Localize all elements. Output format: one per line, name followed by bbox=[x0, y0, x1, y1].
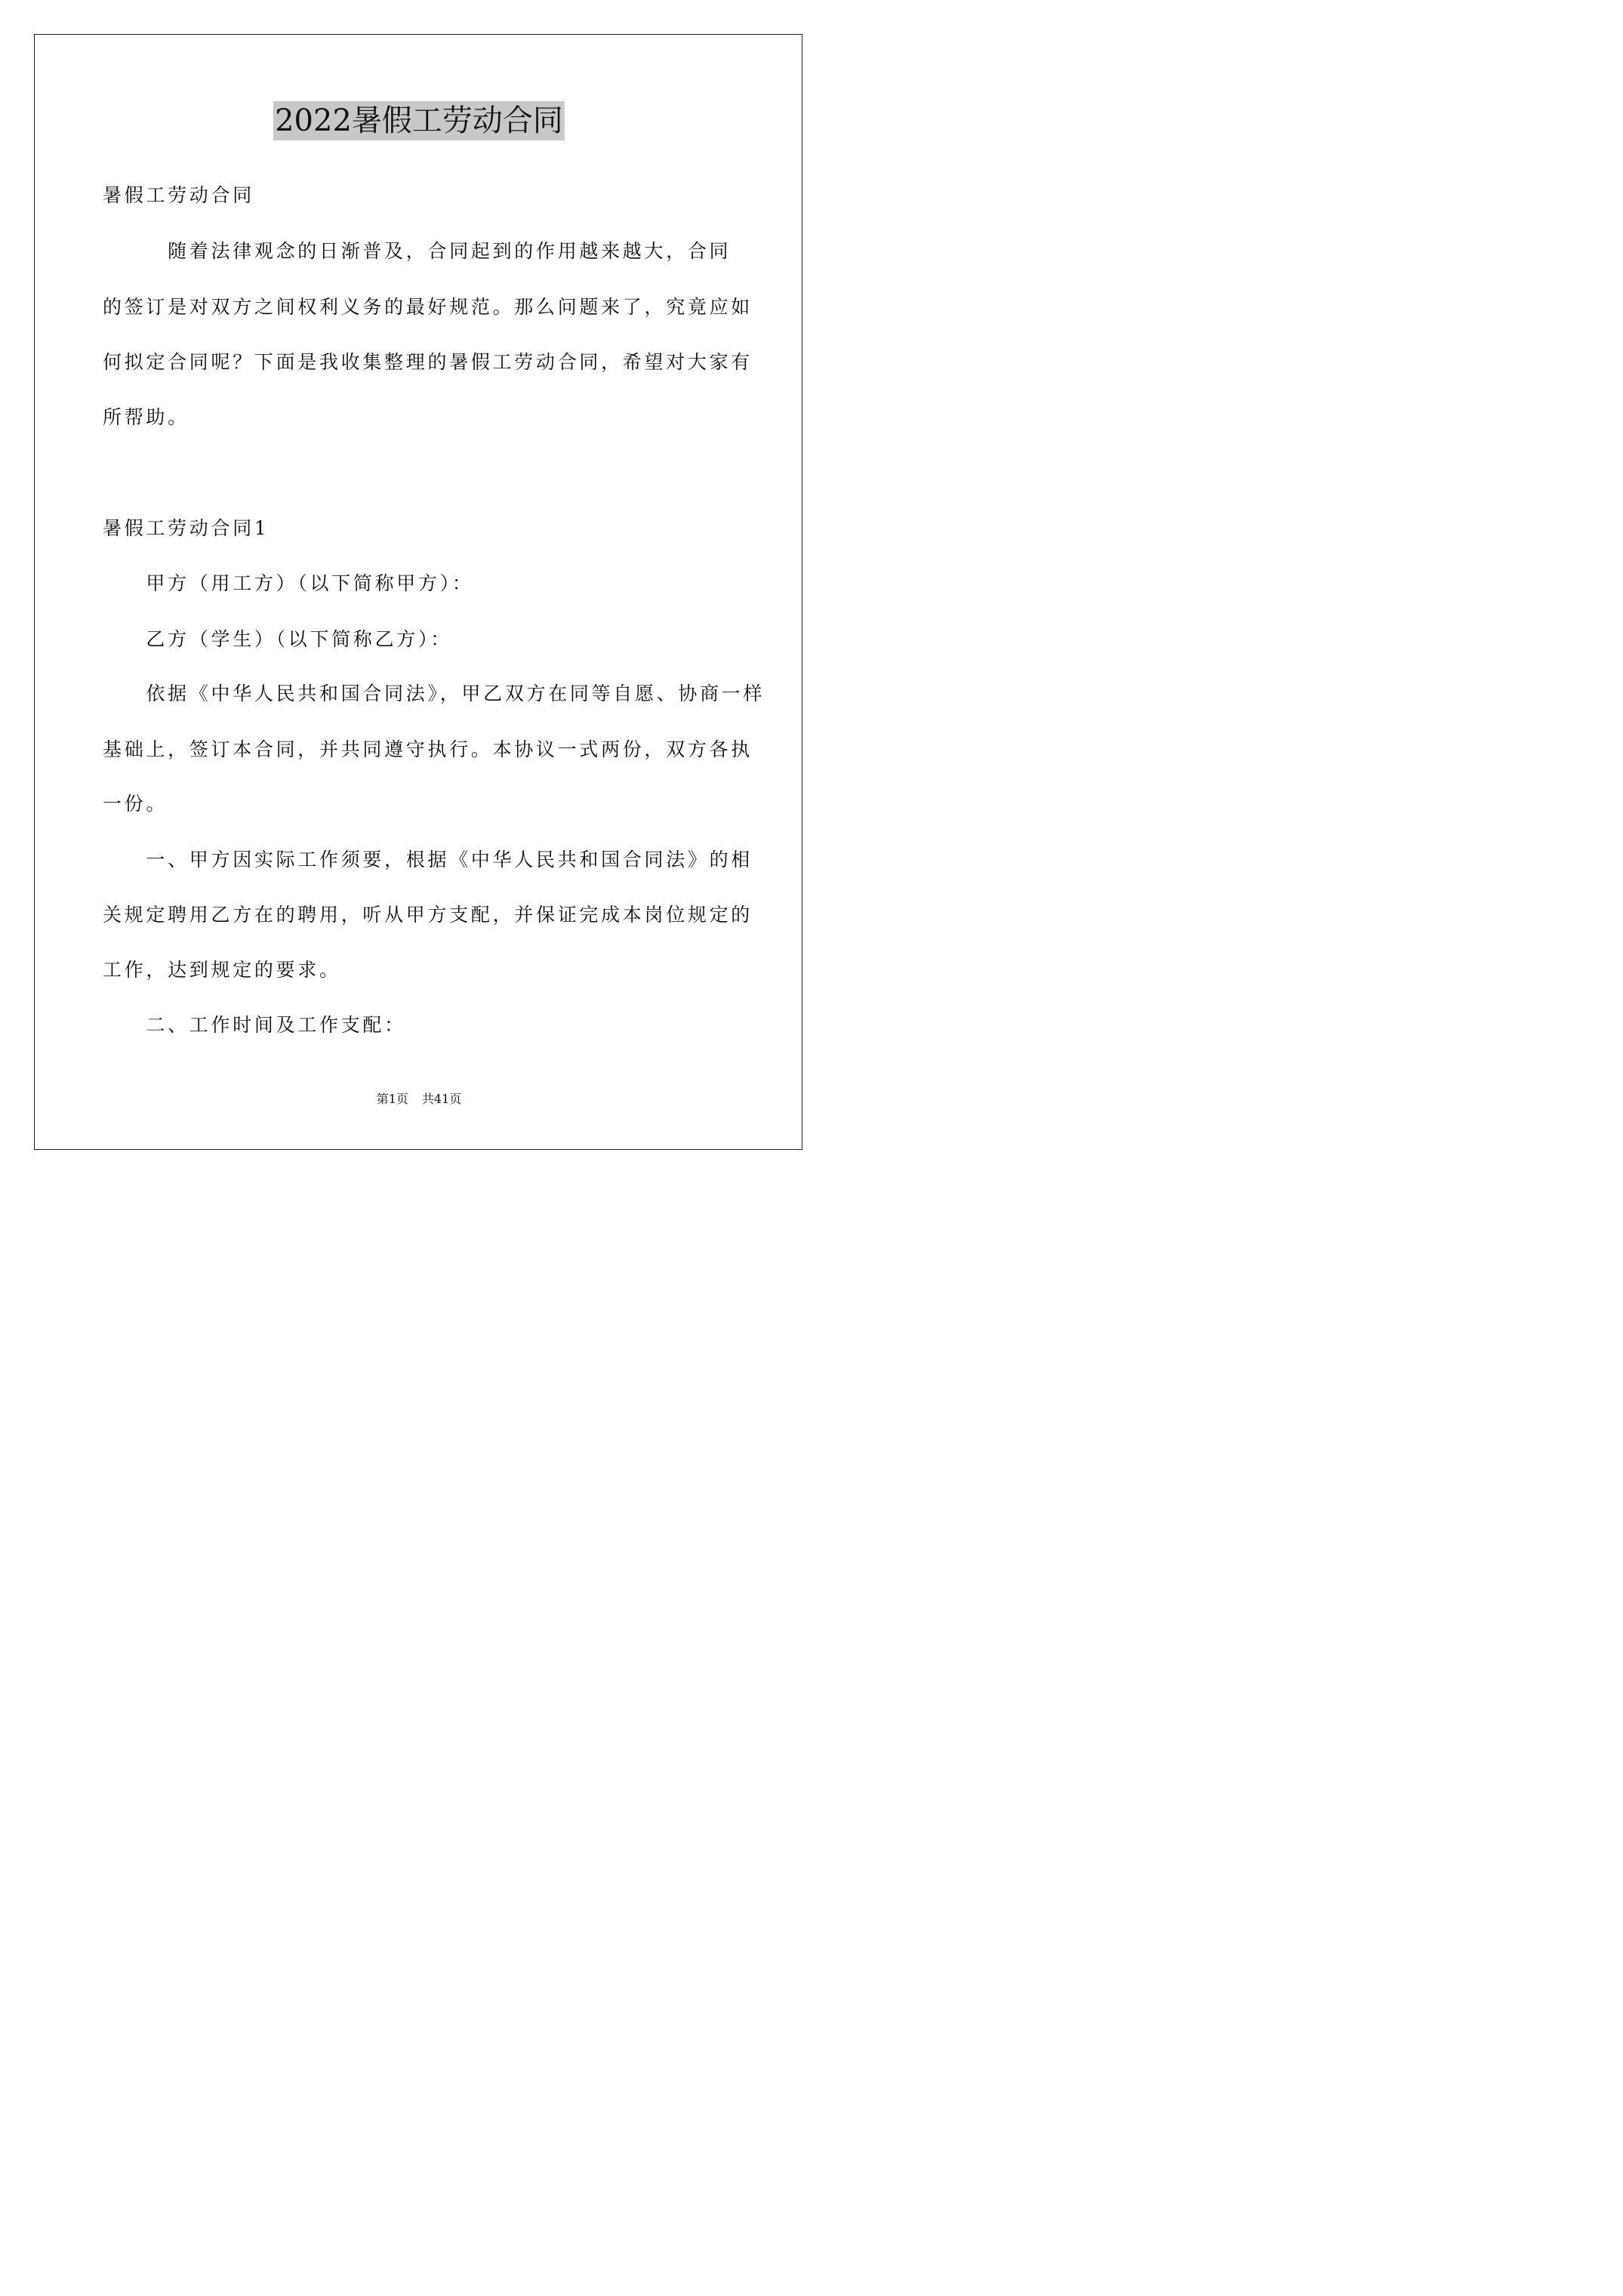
party-b-line: 乙方（学生）（以下简称乙方）： bbox=[103, 628, 452, 650]
page-number: 第1页 bbox=[376, 1092, 408, 1106]
page-total: 共41页 bbox=[421, 1092, 462, 1106]
paragraph-line: 所帮助。 bbox=[103, 406, 189, 428]
paragraph-line: 关规定聘用乙方在的聘用，听从甲方支配，并保证完成本岗位规定的 bbox=[103, 904, 753, 926]
paragraph-line: 依据《中华人民共和国合同法》，甲乙双方在同等自愿、协商一样 bbox=[103, 683, 765, 704]
paragraph-line: 工作，达到规定的要求。 bbox=[103, 959, 341, 981]
section-heading: 暑假工劳动合同1 bbox=[103, 517, 269, 539]
page-footer bbox=[0, 1091, 838, 1108]
paragraph-line: 一份。 bbox=[103, 793, 168, 815]
document-title: 2022暑假工劳动合同 bbox=[273, 101, 565, 140]
paragraph-line: 二、工作时间及工作支配： bbox=[103, 1014, 406, 1036]
title-wrap bbox=[0, 101, 838, 140]
paragraph-line: 基础上，签订本合同，并共同遵守执行。本协议一式两份，双方各执 bbox=[103, 738, 753, 760]
paragraph-line: 何拟定合同呢？下面是我收集整理的暑假工劳动合同，希望对大家有 bbox=[103, 351, 753, 373]
party-a-line: 甲方（用工方）（以下简称甲方）： bbox=[103, 572, 474, 594]
paragraph-line: 随着法律观念的日渐普及，合同起到的作用越来越大，合同 bbox=[103, 240, 731, 262]
paragraph-line: 的签订是对双方之间权利义务的最好规范。那么问题来了，究竟应如 bbox=[103, 296, 753, 318]
intro-heading: 暑假工劳动合同 bbox=[103, 184, 254, 206]
paragraph-line: 一、甲方因实际工作须要，根据《中华人民共和国合同法》的相 bbox=[103, 849, 753, 871]
